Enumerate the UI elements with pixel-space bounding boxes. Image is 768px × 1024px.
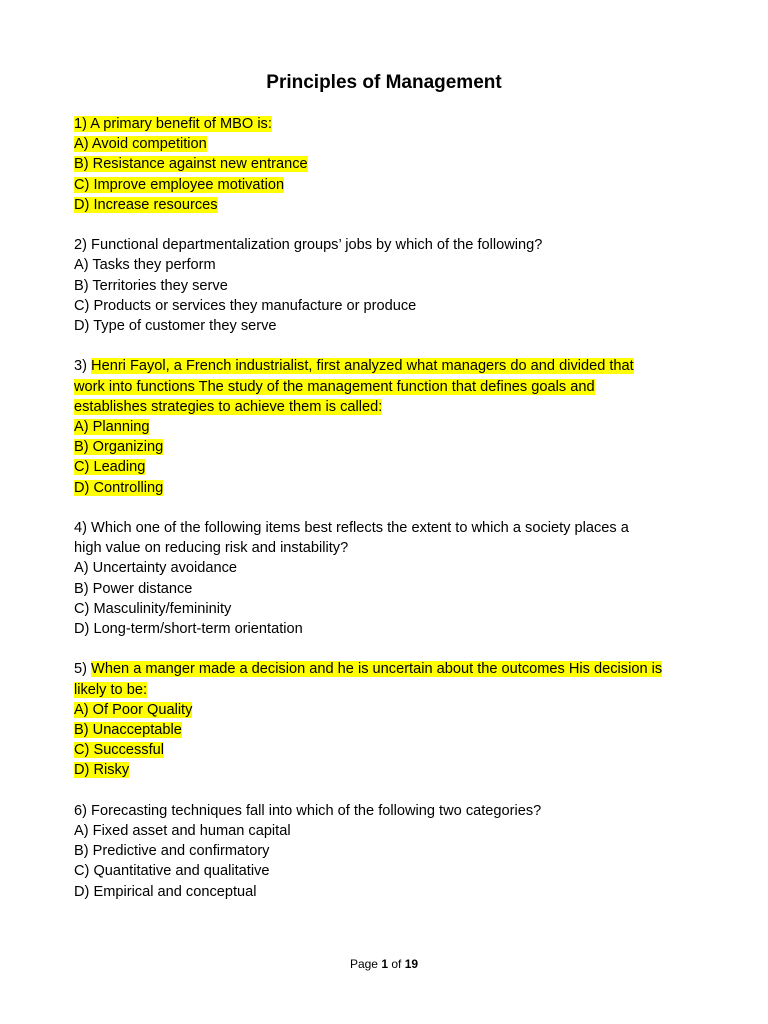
question-4-option-a: A) Uncertainty avoidance: [74, 560, 238, 577]
question-6-option-a: A) Fixed asset and human capital: [74, 823, 291, 840]
question-5-stem-line-2: likely to be:: [74, 681, 148, 698]
page-footer: [0, 956, 768, 972]
question-6-option-b: B) Predictive and confirmatory: [74, 843, 270, 860]
question-4-option-c: C) Masculinity/femininity: [74, 600, 232, 617]
question-3: [74, 356, 714, 497]
question-5: [74, 659, 714, 780]
question-2: [74, 235, 714, 336]
question-1-stem: A primary benefit of MBO is:: [90, 116, 272, 132]
question-5-number: 5): [74, 661, 87, 678]
question-1-option-a: A) Avoid competition: [74, 136, 207, 153]
footer-of-word: of: [391, 957, 402, 971]
question-3-option-b: B) Organizing: [74, 439, 164, 456]
question-4: [74, 518, 714, 639]
question-4-stem-line-1: 4) Which one of the following items best reflects the extent to which a society places a: [74, 520, 629, 537]
question-3-stem-line-1: 3) Henri Fayol, a French industrialist, first analyzed what managers do and divided that: [74, 358, 634, 375]
question-5-option-b: B) Unacceptable: [74, 722, 182, 739]
footer-total-pages: 19: [404, 957, 419, 971]
question-4-option-d: D) Long-term/short-term orientation: [74, 621, 303, 638]
question-6: [74, 801, 714, 902]
question-3-stem-line-2: work into functions The study of the management function that defines goals and: [74, 378, 595, 395]
question-1-stem-line: [74, 114, 714, 134]
question-2-number: 2): [74, 237, 87, 254]
question-2-stem: Functional departmentalization groups’ jobs by which of the following?: [91, 237, 543, 254]
footer-page-word: Page: [349, 957, 378, 971]
question-6-option-c: C) Quantitative and qualitative: [74, 863, 270, 880]
question-3-option-d: D) Controlling: [74, 479, 164, 496]
question-6-number: 6): [74, 802, 87, 819]
question-2-option-a: A) Tasks they perform: [74, 257, 216, 274]
footer-page-number: 1: [381, 957, 388, 971]
question-1: [74, 114, 714, 215]
question-2-option-b: B) Territories they serve: [74, 277, 228, 294]
question-1-option-c: C) Improve employee motivation: [74, 176, 285, 193]
question-3-option-c: C) Leading: [74, 459, 146, 476]
question-1-option-b: B) Resistance against new entrance: [74, 156, 308, 173]
question-4-option-b: B) Power distance: [74, 580, 193, 597]
question-4-stem-line-2: high value on reducing risk and instability?: [74, 540, 349, 557]
question-6-stem-line: [74, 801, 714, 821]
question-5-option-c: C) Successful: [74, 742, 165, 759]
question-2-stem-line: [74, 235, 714, 255]
question-1-option-d: D) Increase resources: [74, 196, 218, 213]
question-list: [74, 114, 714, 922]
document-title: Principles of Management: [266, 72, 502, 93]
question-3-number: 3): [74, 358, 87, 375]
question-6-option-d: D) Empirical and conceptual: [74, 883, 257, 900]
question-6-stem: Forecasting techniques fall into which of the following two categories?: [91, 802, 542, 819]
question-5-option-a: A) Of Poor Quality: [74, 701, 193, 718]
question-5-stem-line-1: 5) When a manger made a decision and he is uncertain about the outcomes His decision is: [74, 661, 663, 678]
question-1-number: 1): [74, 116, 87, 132]
question-4-number: 4): [74, 520, 87, 537]
question-2-option-c: C) Products or services they manufacture or produce: [74, 297, 417, 314]
question-2-option-d: D) Type of customer they serve: [74, 318, 277, 335]
question-5-option-d: D) Risky: [74, 762, 130, 779]
question-3-option-a: A) Planning: [74, 419, 150, 436]
question-3-stem-line-3: establishes strategies to achieve them is called:: [74, 398, 383, 415]
